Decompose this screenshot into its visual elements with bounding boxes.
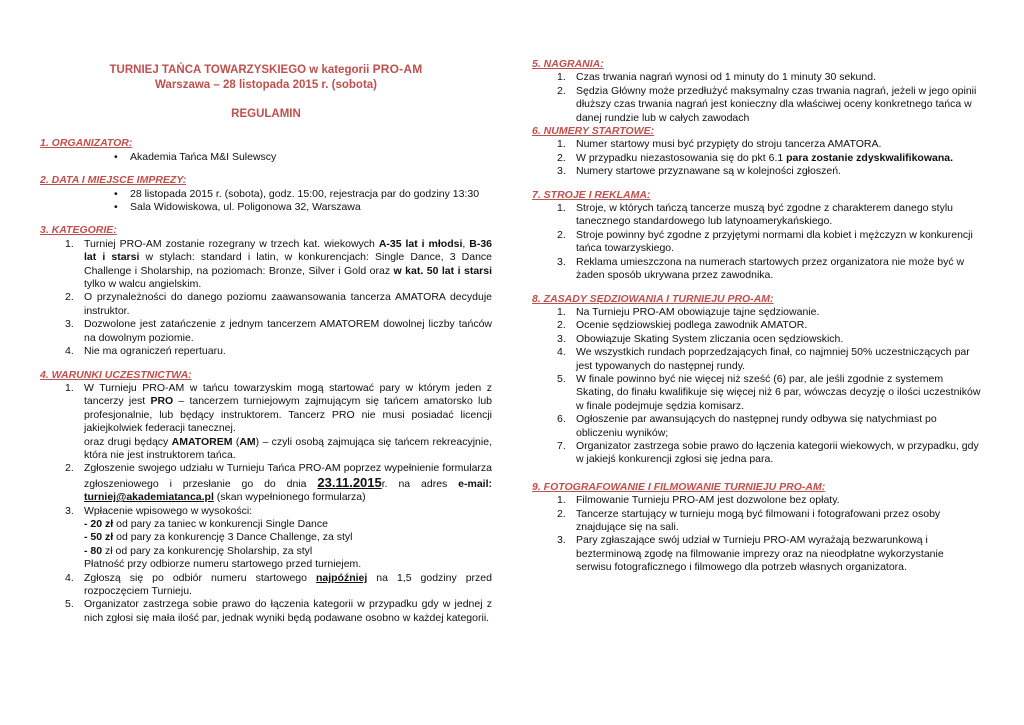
bullet-text: Akademia Tańca M&I Sulewscy [130,150,277,163]
bullet-text: 28 listopada 2015 r. (sobota), godz. 15:00, rejestracja par do godziny 13:30 [130,187,480,200]
item-number: 4. [557,346,566,359]
item-text: Ocenie sędziowskiej podlega zawodnik AMATOR. [576,319,808,332]
list-item [40,598,492,625]
item-text: Zgłoszenie swojego udziału w Turnieju Tańca PRO-AM poprzez wypełnienie formularza zgłoszeniowego i przesłanie go do dnia [84,462,492,490]
item-number: 1. [557,494,566,507]
item-text-bold: A-35 lat i młodsi [378,237,463,250]
list-item [532,85,982,125]
list-item [532,440,982,467]
list-item [532,319,982,332]
item-text: ) – czyli osobą zajmująca się tańcem rekreacyjnie, która nie jest instruktorem tańca. [84,435,492,461]
item-text: Tancerze startujący w turnieju mogą być filmowani i fotografowani przez osoby znajdujące się na sali. [576,507,941,533]
list-item [532,256,982,283]
bullet-text: Sala Widowiskowa, ul. Poligonowa 32, Warszawa [130,201,361,214]
item-text: , [462,237,470,250]
left-column [40,0,492,625]
list-item [40,572,492,599]
item-text: – tancerzem turniejowym zajmującym się tańcem amatorsko lub profesjonalnie, lub będący instruktorem. Tancerz PRO nie musi posiadać licencji jakiejkolwiek federacji tanecznej. [84,395,493,435]
item-text: w stylach: standard i latin, w konkurencjach: Single Dance, 3 Dance Challenge i Sholarship, na poziomach: Bronze, Silver i Gold oraz [84,251,492,277]
item-text: Obowiązuje Skating System zliczania ocen sędziowskich. [576,332,844,345]
bullet-icon: • [114,201,118,214]
fee-amount: - 80 [84,544,103,557]
item-number: 2. [557,228,566,241]
item-number: 4. [65,345,74,358]
item-number: 5. [65,598,74,611]
section-outfits-title: 7. STROJE I REKLAMA: [532,188,651,201]
fee-line [84,518,492,531]
item-text: Ogłoszenie par awansujących do następnej rundy odbywa się natychmiast po obliczeniu wyników; [576,413,937,439]
item-number: 3. [557,534,566,547]
item-number: 1. [557,71,566,84]
item-text: Dozwolone jest zatańczenie z jednym tancerzem AMATOREM dowolnej liczby tańców na dowolnym poziomie. [84,318,492,344]
item-text-bold: najpóźniej [315,571,368,584]
section-recordings-title: 5. NAGRANIA: [532,58,604,70]
bullet-item [40,188,492,201]
list-item [532,202,982,229]
fee-text: od pary za taniec w konkurencji Single Dance [113,517,328,530]
section-organizer-title: 1. ORGANIZATOR: [40,137,133,150]
title-category: PRO-AM [372,62,423,76]
list-item [532,534,982,574]
item-text: Stroje, w których tańczą tancerze muszą być zgodne z charakterem danego stylu tanecznego standardowego lub latynoamerykańskiego. [576,202,954,228]
item-text: Pary zgłaszające swój udział w Turnieju PRO-AM wyrażają bezwarunkową i bezterminową zgodę na filmowanie imprezy oraz na nieodpłatne wykorzystanie serwisu fotograficznego i filmowego dla potrzeb własnych organizatora. [576,534,944,574]
item-text: Organizator zastrzega sobie prawo do łączenia kategorii wiekowych, w przypadku, gdy w jakiejś konkurencji zgłosi się jedna para. [576,439,979,466]
regulamin-heading: REGULAMIN [231,108,301,120]
list-item [40,318,492,345]
section-conditions-title: 4. WARUNKI UCZESTNICTWA: [40,368,192,381]
item-text-bold: B-36 lat i starsi [84,237,492,264]
section-filming-title: 9. FOTOGRAFOWANIE I FILMOWANIE TURNIEJU PRO-AM: [532,480,826,493]
item-number: 1. [65,381,74,394]
list-item [532,138,982,151]
item-text: Zgłoszą się po odbiór numeru startowego [84,571,316,584]
list-item [40,238,492,292]
item-number: 2. [557,507,566,520]
item-text: oraz drugi będący [84,435,172,448]
list-item [532,413,982,440]
payment-note: Płatność przy odbiorze numeru startowego przed turniejem. [84,558,362,571]
list-item [532,346,982,373]
item-text-bold: w kat. 50 lat i starsi [393,264,492,277]
document-title [40,62,492,78]
document-subtitle: Warszawa – 28 listopada 2015 r. (sobota) [155,79,377,91]
item-text: Stroje powinny być zgodne z przyjętymi normami dla kobiet i mężczyzn w konkurencji tańca towarzyskiego. [576,228,973,255]
item-number: 1. [557,138,566,151]
list-item [40,462,492,504]
title-text: TURNIEJ TAŃCA TOWARZYSKIEGO w kategorii [109,64,373,76]
item-text-bold: AM [239,435,256,448]
list-item [532,333,982,346]
bullet-item [40,201,492,214]
item-text: (skan wypełnionego formularza) [213,491,366,504]
item-text: W finale powinno być nie więcej niż sześć (6) par, ale jeśli zgodnie z systemem Skating, do finału kwalifikuje się więcej niż 6 par, wówczas decyzję o ilości uczestników w finale podejmuje sędzia komisarz. [576,372,981,412]
item-text-bold: PRO [150,395,174,408]
fee-amount: - 20 zł [84,517,114,530]
list-item [532,494,982,507]
item-text: Czas trwania nagrań wynosi od 1 minuty do 1 minuty 30 sekund. [576,71,876,84]
bullet-icon: • [114,150,118,163]
item-number: 3. [557,332,566,345]
list-item [40,382,492,462]
section-judging-title: 8. ZASADY SĘDZIOWANIA I TURNIEJU PRO-AM: [532,292,774,305]
section-date-title: 2. DATA I MIEJSCE IMPREZY: [40,174,187,187]
item-text: tylko w walcu angielskim. [84,278,202,291]
list-item [532,306,982,319]
list-item [532,165,982,178]
email-link[interactable]: turniej@akademiatanca.pl [84,491,214,504]
item-number: 2. [557,151,566,164]
item-number: 4. [65,571,74,584]
item-text: Sędzia Główny może przedłużyć maksymalny czas trwania nagrań, jeżeli w jego opinii dłuższy czas trwania nagrań jest konieczny dla właściwej oceny konkretnego tańca w danej rundzie lub w całych zawodach [576,84,977,124]
item-text: Na Turnieju PRO-AM obowiązuje tajne sędziowanie. [576,305,820,318]
list-item [40,505,492,572]
item-text-bold: e-mail: [458,477,493,490]
item-number: 6. [557,413,566,426]
list-item [532,152,982,165]
item-text: ( [232,435,240,448]
list-item [532,508,982,535]
deadline-date: 23.11.2015 [317,474,382,490]
item-text: We wszystkich rundach poprzedzających finał, co najmniej 50% uczestniczących par jest typowanych do następnej rundy. [576,346,970,372]
item-number: 2. [557,319,566,332]
list-item [40,345,492,358]
item-text: W Turnieju PRO-AM w tańcu towarzyskim mogą startować pary w którym jeden z tancerzy jest [84,381,492,408]
item-number: 2. [557,84,566,97]
item-number: 2. [65,462,74,475]
item-text: Organizator zastrzega sobie prawo do łączenia kategorii w przypadku gdy w jednej z nich zgłosi się mała ilość par, jednak wyniki będą podawane osobno w każdej kategorii. [84,598,492,624]
list-item [532,71,982,84]
list-item [40,291,492,318]
item-text: Filmowanie Turnieju PRO-AM jest dozwolone bez opłaty. [576,494,840,507]
right-column [532,58,982,575]
item-text: W przypadku niezastosowania się do pkt 6.1 [576,151,787,164]
fee-text: zł od pary za konkurencję Sholarship, za styl [102,544,313,557]
item-text: Reklama umieszczona na numerach startowych przez organizatora nie może być w żaden sposób ukrywana przez zawodnika. [576,255,965,282]
item-number: 1. [557,305,566,318]
item-number: 1. [65,237,74,250]
section-numbers-title: 6. NUMERY STARTOWE: [532,125,655,138]
fee-text: od pary za konkurencję 3 Dance Challenge, za styl [113,531,353,544]
item-text: Nie ma ograniczeń repertuaru. [84,345,226,358]
item-text: Wpłacenie wpisowego w wysokości: [84,504,253,517]
item-number: 3. [557,255,566,268]
fee-line [84,531,492,544]
item-text: Numery startowe przyznawane są w kolejności zgłoszeń. [576,165,841,178]
item-number: 3. [65,318,74,331]
item-number: 3. [65,504,74,517]
item-number: 1. [557,202,566,215]
bullet-icon: • [114,187,118,200]
section-categories-title: 3. KATEGORIE: [40,224,117,237]
fee-amount: - 50 zł [84,531,114,544]
item-text: O przynależności do danego poziomu zaawansowania tancerza AMATORA decyduje instruktor. [84,291,492,317]
list-item [532,229,982,256]
item-text: Numer startowy musi być przypięty do stroju tancerza AMATORA. [576,138,882,151]
item-text: r. na adres [381,477,459,490]
item-number: 2. [65,291,74,304]
item-text: na 1,5 godziny przed rozpoczęciem Turnieju. [84,571,492,597]
list-item [532,373,982,413]
item-text: Turniej PRO-AM zostanie rozegrany w trzech kat. wiekowych [84,237,379,250]
item-text-bold: para zostanie zdyskwalifikowana. [786,151,954,164]
item-number: 5. [557,372,566,385]
fee-line [84,545,492,558]
bullet-item [40,151,492,164]
item-text-bold: AMATOREM [171,435,233,448]
item-number: 3. [557,165,566,178]
item-number: 7. [557,439,566,452]
